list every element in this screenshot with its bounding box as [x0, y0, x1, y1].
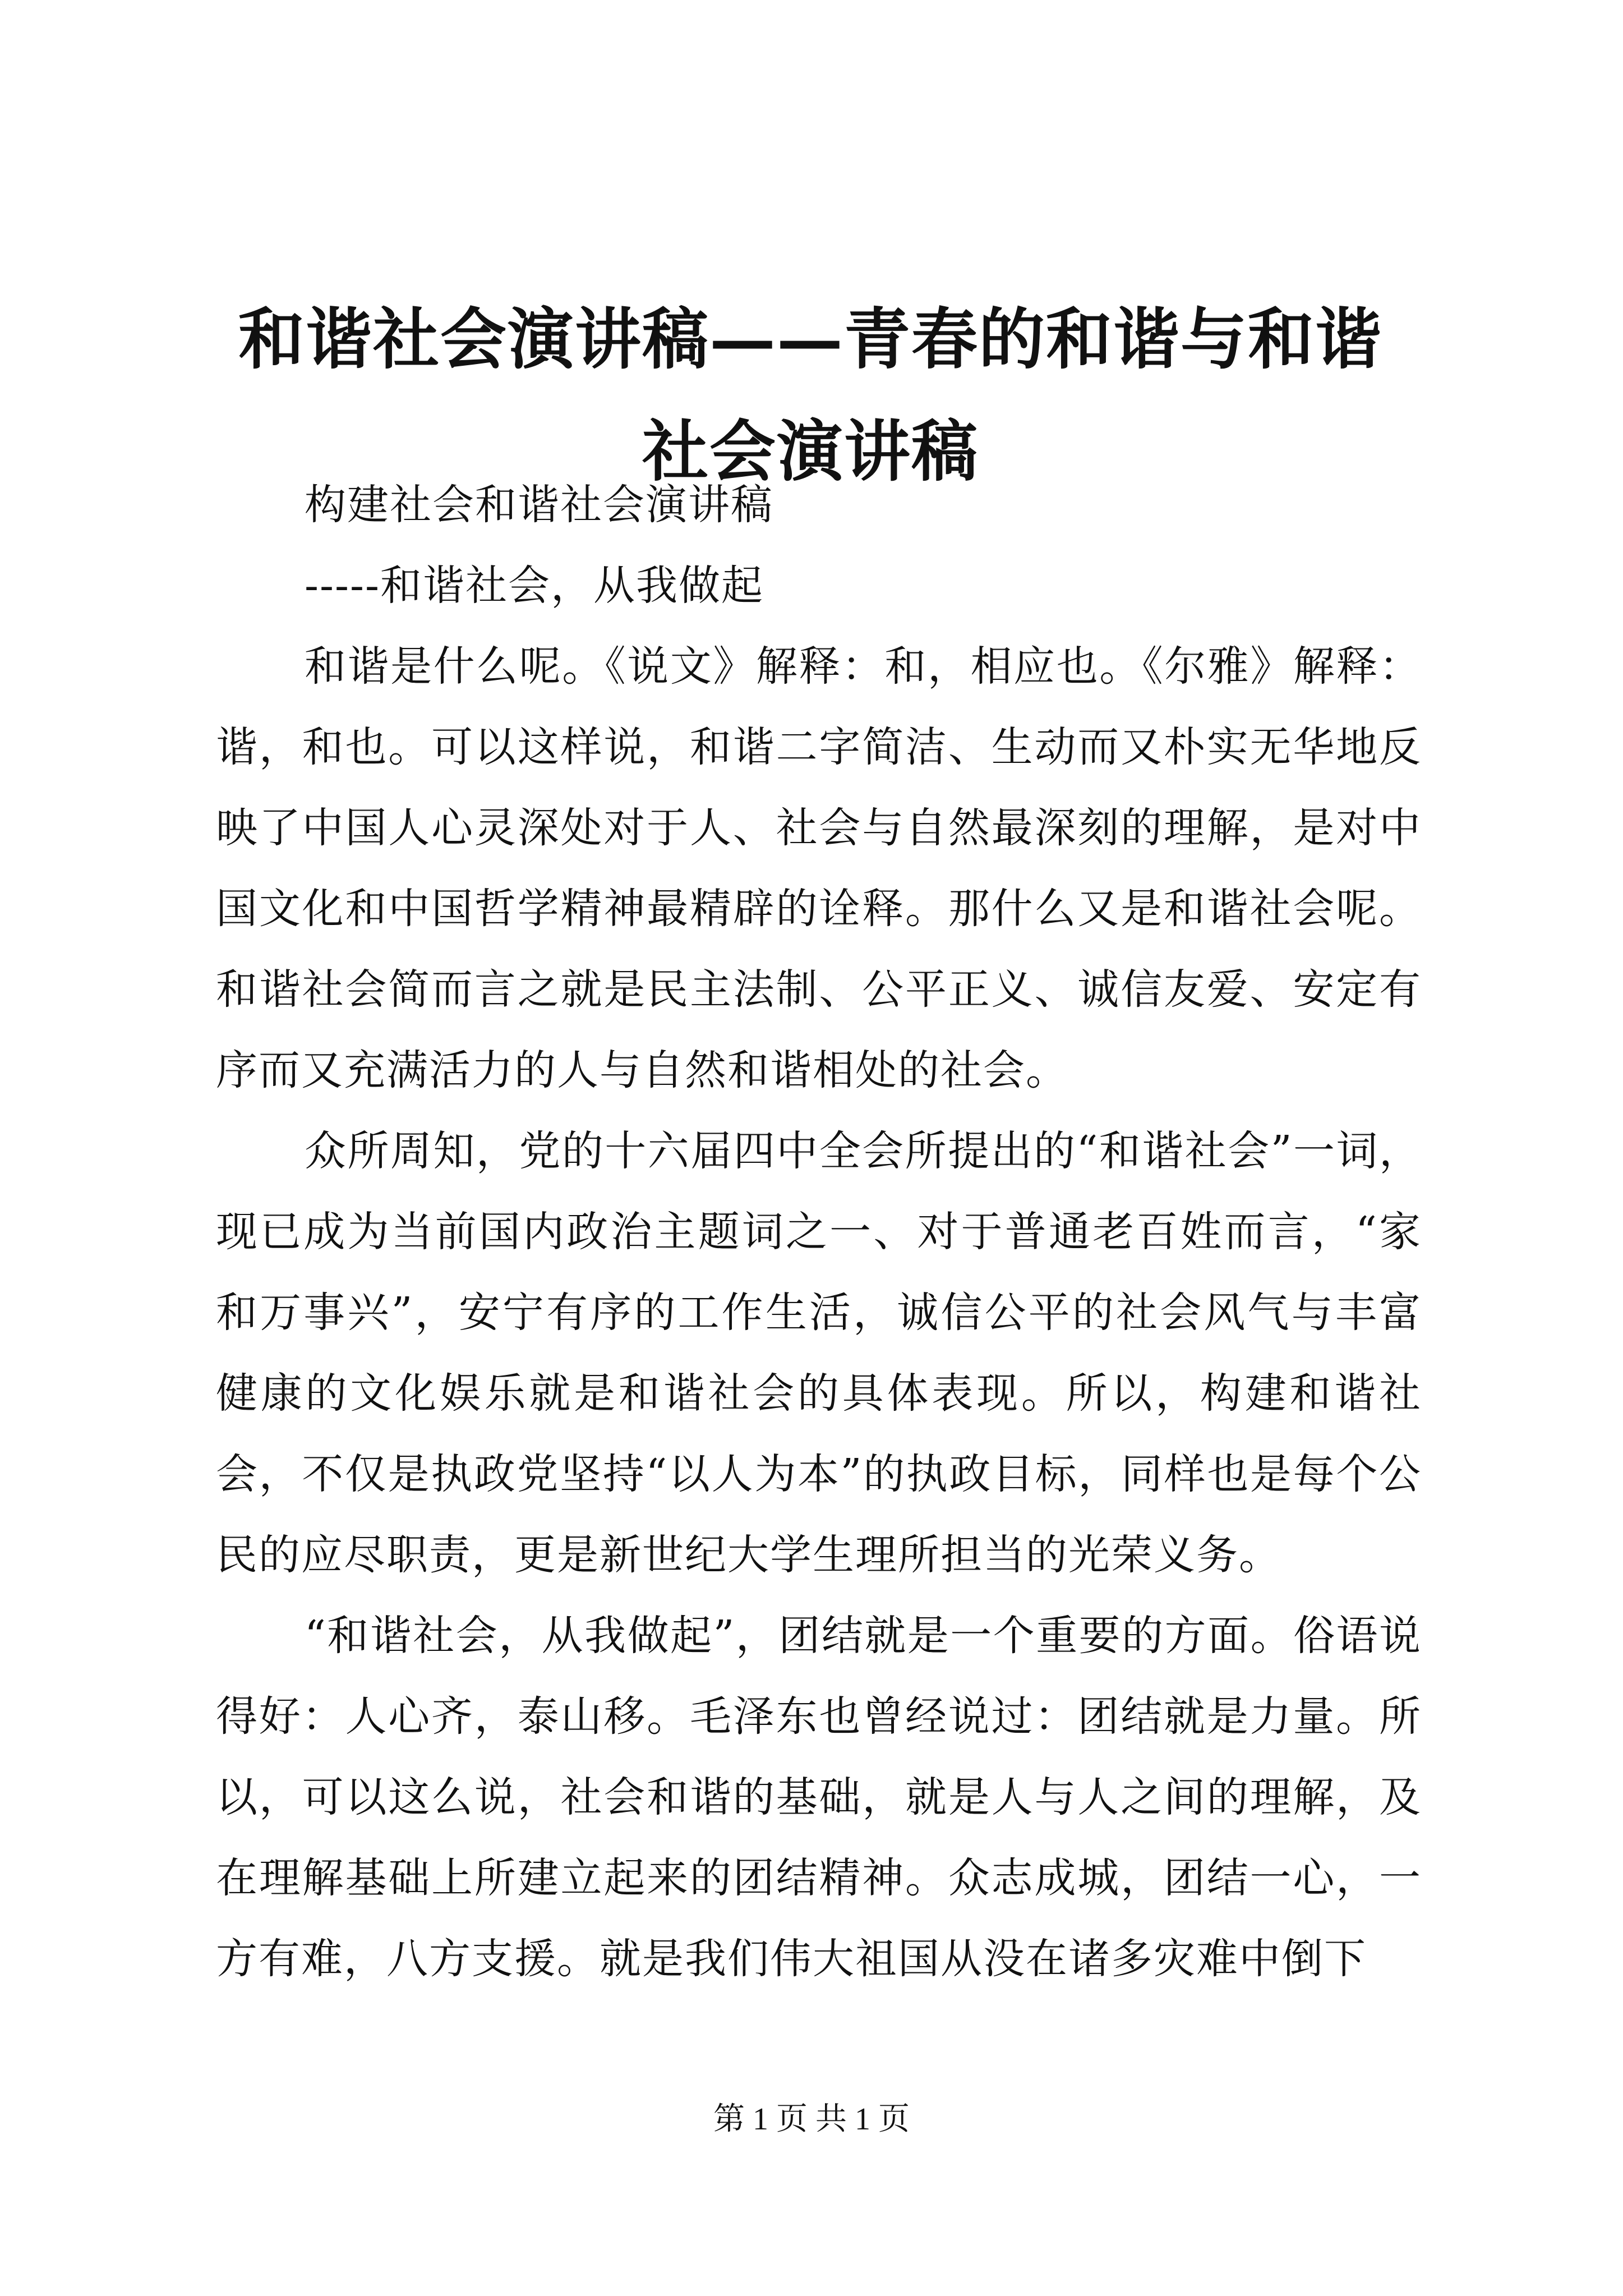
document-body: [216, 464, 1422, 1999]
paragraph: 和谐是什么呢。《说文》解释：和，相应也。《尔雅》解释：谐，和也。可以这样说，和谐二字简洁、生动而又朴实无华地反映了中国人心灵深处对于人、社会与自然最深刻的理解，是对中国文化和中国哲学精神最精辟的诠释。那什么又是和谐社会呢。和谐社会简而言之就是民主法制、公平正义、诚信友爱、安定有序而又充满活力的人与自然和谐相处的社会。: [216, 642, 1422, 1094]
paragraph-slogan: -----和谐社会，从我做起: [305, 562, 764, 610]
paragraph-subtitle: 构建社会和谐社会演讲稿: [305, 481, 773, 529]
document-title: 和谐社会演讲稿——青春的和谐与和谐社会演讲稿: [238, 300, 1382, 490]
page-number-footer: 第 1 页 共 1 页: [713, 2102, 910, 2137]
paragraph: 众所周知，党的十六届四中全会所提出的“和谐社会”一词，现已成为当前国内政治主题词之一、对于普通老百姓而言，“家和万事兴”，安宁有序的工作生活，诚信公平的社会风气与丰富健康的文化娱乐就是和谐社会的具体表现。所以，构建和谐社会，不仅是执政党坚持“以人为本”的执政目标，同样也是每个公民的应尽职责，更是新世纪大学生理所担当的光荣义务。: [216, 1127, 1422, 1579]
paragraph: “和谐社会，从我做起”，团结就是一个重要的方面。俗语说得好：人心齐，泰山移。毛泽东也曾经说过：团结就是力量。所以，可以这么说，社会和谐的基础，就是人与人之间的理解，及在理解基础上所建立起来的团结精神。众志成城，团结一心，一方有难，八方支援。就是我们伟大祖国从没在诸多灾难中倒下: [216, 1612, 1422, 1983]
